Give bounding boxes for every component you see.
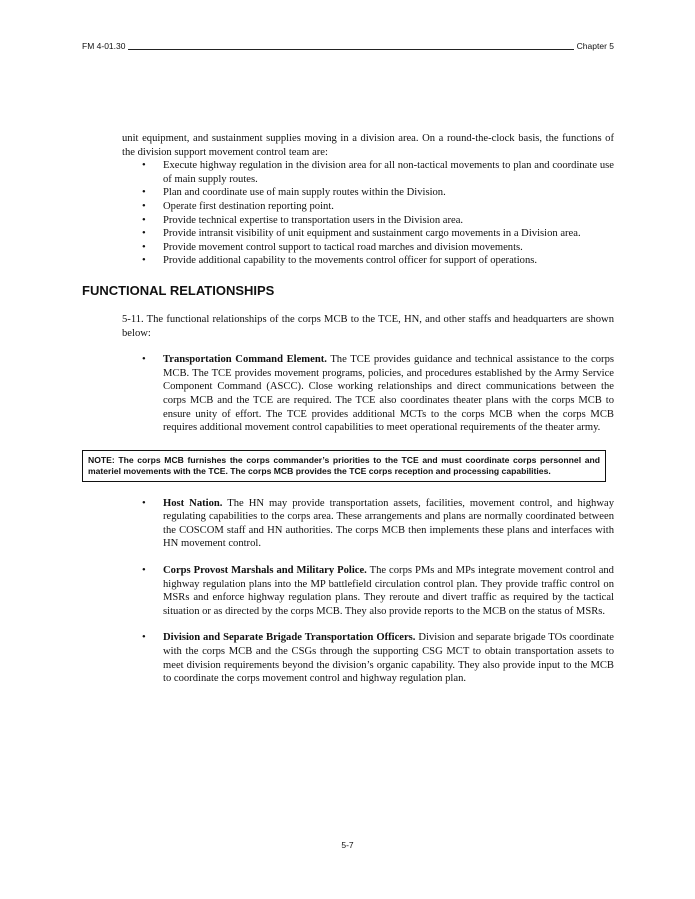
page-body bbox=[82, 132, 614, 699]
bullet-icon: • bbox=[142, 214, 146, 226]
list-item bbox=[122, 200, 614, 214]
item-title: Transportation Command Element. bbox=[163, 354, 327, 366]
list-item-text bbox=[163, 631, 614, 685]
item-body: The corps PMs and MPs integrate movement control and highway regulation plans into the MP battlefield circulation control plan. They provide traffic control on MSRs and enforce highway regulation plans. They reroute and divert traffic as required by the tactical situation or as directed by the corps MCB. They also provide reports to the MCB on the status of MSRs. bbox=[163, 565, 614, 617]
item-body: The TCE provides guidance and technical assistance to the corps MCB. The TCE provides movement programs, policies, and procedures established by the Army Service Component Command (ASCC). Close working relationships and direct communications between the corps MCB and the TCE are required. The TCE also coordinates theater plans with the corps MCB to ensure unity of effort. The TCE provides additional MCTs to the corps MCB when the corps MCB requires additional movement control capabilities to meet operational requirements of the theater army. bbox=[163, 354, 614, 434]
section-heading: FUNCTIONAL RELATIONSHIPS bbox=[82, 282, 275, 298]
header-publication-number: FM 4-01.30 bbox=[82, 41, 126, 51]
list-item-text: Operate first destination reporting point. bbox=[163, 200, 334, 212]
page-header bbox=[82, 41, 614, 51]
list-item bbox=[122, 564, 614, 618]
list-item-text: Provide additional capability to the movements control officer for support of operations. bbox=[163, 255, 538, 267]
item-title: Host Nation. bbox=[163, 497, 223, 509]
list-item-text: Plan and coordinate use of main supply routes within the Division. bbox=[163, 187, 446, 199]
note-label: NOTE: bbox=[88, 454, 115, 465]
item-title: Corps Provost Marshals and Military Police. bbox=[163, 565, 367, 577]
list-item bbox=[122, 497, 614, 551]
page-footer bbox=[0, 840, 695, 850]
item-body: Division and separate brigade TOs coordinate with the corps MCB and the CSGs through the supporting CSG MCT to obtain transportation assets to meet division requirements beyond the division’s organic capability. They also provide input to the MCB to coordinate the corps movement control and highway regulation plan. bbox=[163, 632, 614, 685]
list-item bbox=[122, 159, 614, 186]
bullet-icon: • bbox=[142, 187, 146, 199]
list-item bbox=[122, 254, 614, 268]
bullet-icon: • bbox=[142, 241, 146, 253]
intro-paragraph: unit equipment, and sustainment supplies moving in a division area. On a round-the-clock basis, the functions of the division support movement control team are: bbox=[122, 133, 614, 158]
note-box bbox=[82, 450, 606, 482]
bullet-icon: • bbox=[142, 632, 146, 644]
header-chapter: Chapter 5 bbox=[576, 41, 614, 51]
list-item bbox=[122, 241, 614, 255]
list-item bbox=[122, 631, 614, 685]
list-item-text: Provide intransit visibility of unit equipment and sustainment cargo movements in a Division area. bbox=[163, 228, 581, 240]
bullet-icon: • bbox=[142, 565, 146, 577]
list-item-text: Provide movement control support to tactical road marches and division movements. bbox=[163, 241, 523, 253]
item-body: The HN may provide transportation assets, facilities, movement control, and highway regulating capabilities to the corps area. These arrangements and plans are normally coordinated between the COSCOM staff and HN authorities. The corps MCB then implements these plans and interfaces with HN movement control. bbox=[163, 497, 614, 550]
bullet-icon: • bbox=[142, 354, 146, 366]
list-item-text bbox=[163, 564, 614, 618]
list-item bbox=[122, 353, 614, 435]
list-item-text: Provide technical expertise to transportation users in the Division area. bbox=[163, 214, 464, 226]
list-item bbox=[122, 186, 614, 200]
bullet-icon: • bbox=[142, 160, 146, 172]
bullet-icon: • bbox=[142, 228, 146, 240]
list-item-text bbox=[163, 353, 614, 435]
relationship-list-b bbox=[122, 497, 614, 686]
list-item-text: Execute highway regulation in the division area for all non-tactical movements to plan and coordinate use of main supply routes. bbox=[163, 160, 614, 185]
function-bullet-list bbox=[122, 159, 614, 268]
note-text: The corps MCB furnishes the corps commander’s priorities to the TCE and must coordinate corps personnel and materiel movements with the TCE. The corps MCB provides the TCE corps reception and processing capabilities. bbox=[88, 454, 600, 476]
bullet-icon: • bbox=[142, 255, 146, 267]
page-number: 5-7 bbox=[341, 840, 354, 850]
header-rule bbox=[128, 49, 573, 50]
list-item bbox=[122, 227, 614, 241]
paragraph-5-11: 5-11. The functional relationships of the corps MCB to the TCE, HN, and other staffs and headquarters are shown below: bbox=[122, 313, 614, 339]
list-item bbox=[122, 214, 614, 228]
relationship-list-a bbox=[122, 353, 614, 435]
bullet-icon: • bbox=[142, 497, 146, 509]
item-title: Division and Separate Brigade Transportation Officers. bbox=[163, 632, 416, 644]
bullet-icon: • bbox=[142, 200, 146, 212]
list-item-text bbox=[163, 497, 614, 551]
